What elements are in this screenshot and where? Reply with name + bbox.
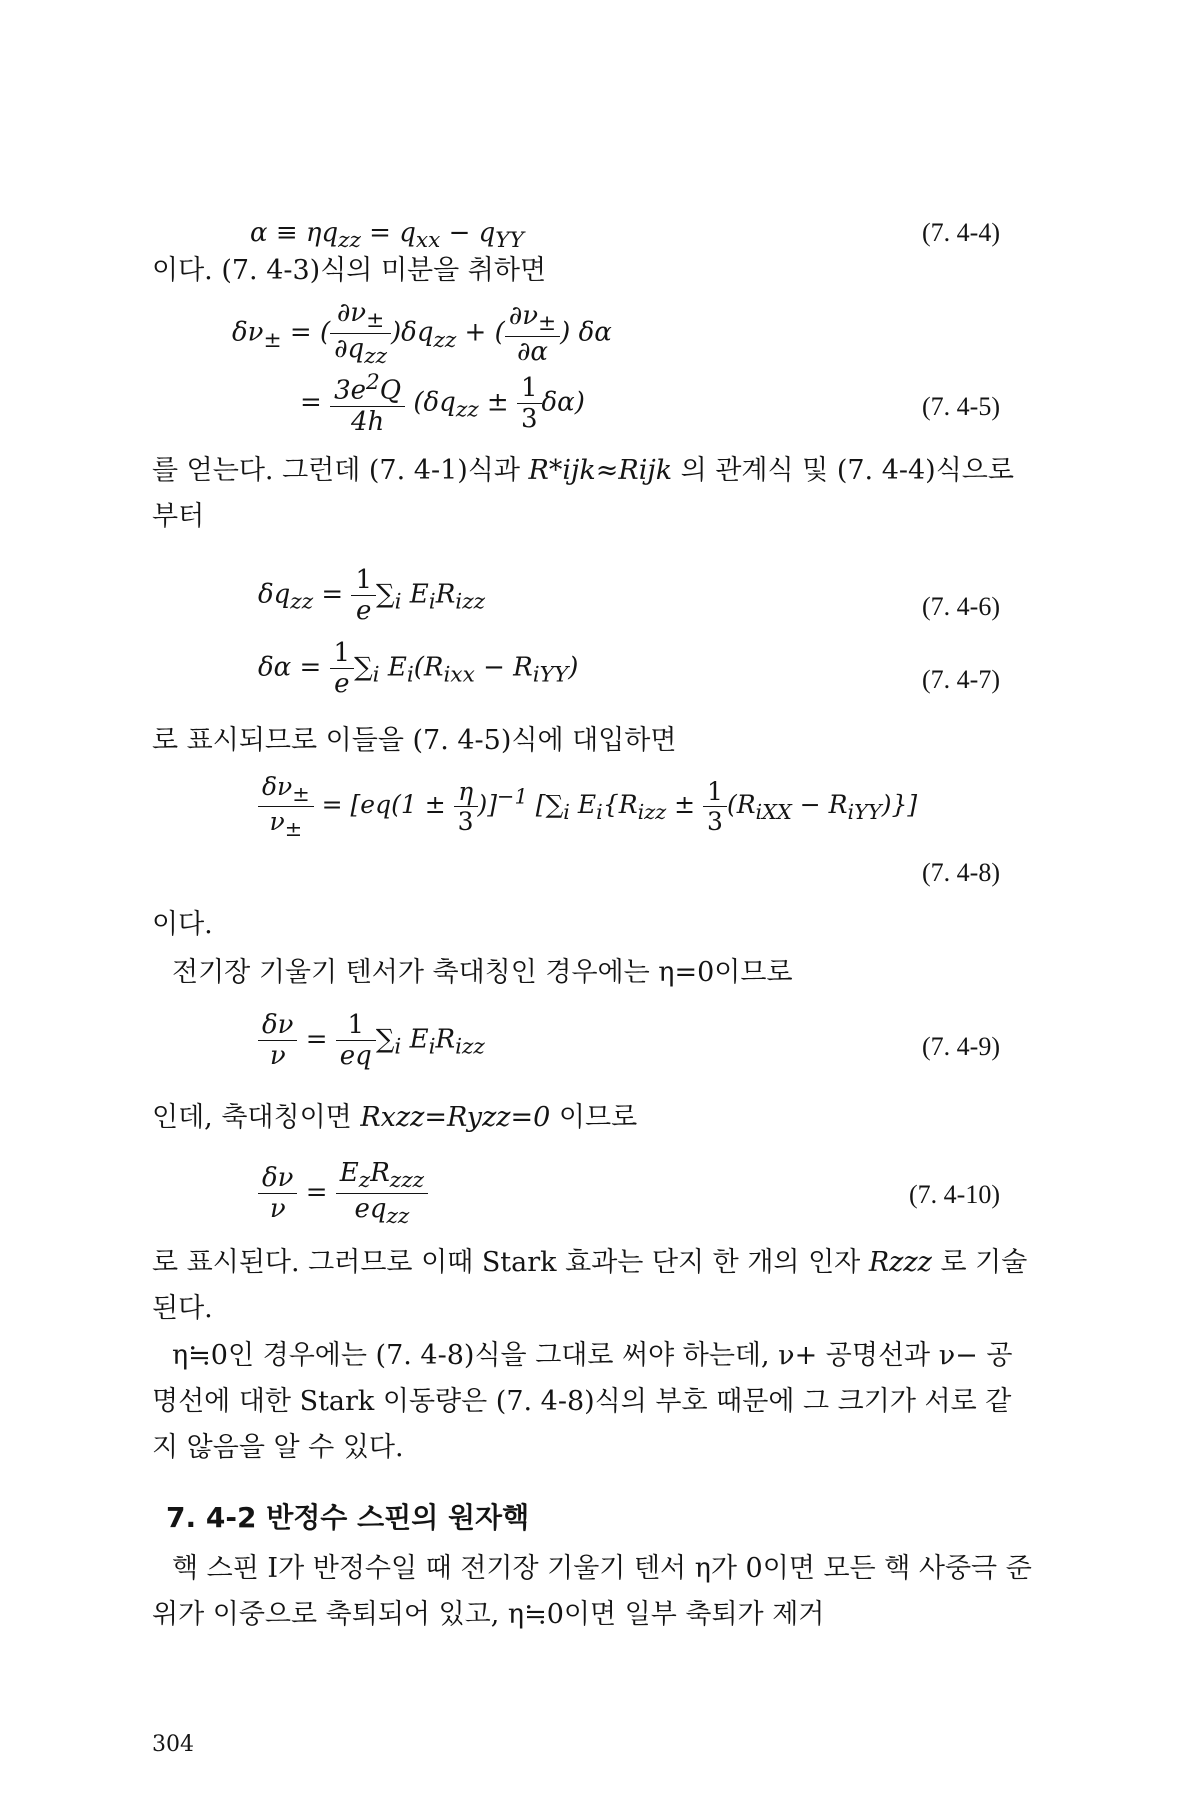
paragraph (152, 448, 1032, 540)
text-run: 로 기술된다. (152, 1247, 1028, 1324)
equation-7-4-9: $\frac{\delta\nu}{\nu}$ = $\frac{1}{eq}$ $\sum_i$ $E_iR_{izz}$ (258, 1010, 1018, 1071)
paragraph (152, 1240, 1032, 1332)
equation-number: (7. 4-4) (922, 218, 1000, 247)
equation-number: (7. 4-9) (922, 1032, 1000, 1061)
equation-7-4-6: $\delta q_{zz}$ = $\frac{1}{e}$ $\sum_i$ $E_iR_{izz}$ (258, 565, 486, 626)
relation-math: R*ijk≈Rijk (528, 455, 673, 486)
paragraph: 이다. (7. 4-3)식의 미분을 취하면 (152, 255, 547, 286)
paragraph: 핵 스핀 I가 반정수일 때 전기장 기울기 텐서 η가 0이면 모든 핵 사중극 준위가 이중으로 축퇴되어 있고, η≒0이면 일부 축퇴가 제거 (152, 1553, 1032, 1630)
equation-number: (7. 4-7) (922, 665, 1000, 694)
equation-7-4-10: $\frac{\delta\nu}{\nu}$ = $\frac{E_zR_{zzz}}{eq_{zz}}$ (258, 1158, 1018, 1229)
equation-7-4-5-line1: $\delta\nu_\pm$ = ( $\frac{\partial\nu_\pm}{\partial q_{zz}}$ )$\delta q_{zz}$ + ( $\frac{\partial\nu_\pm}{\partial\alpha}$ ) δα (232, 298, 612, 370)
inline-math: Rzzz (868, 1247, 932, 1278)
text-run: 이므로 (550, 1102, 638, 1133)
equation-number: (7. 4-10) (909, 1180, 1000, 1209)
relation-math: Rxzz=Ryzz=0 (360, 1102, 551, 1133)
paragraph (152, 1095, 1032, 1141)
paragraph: 전기장 기울기 텐서가 축대칭인 경우에는 η=0이므로 (172, 957, 793, 988)
equation-number: (7. 4-6) (922, 592, 1000, 621)
section-heading: 7. 4-2 반정수 스핀의 원자핵 (166, 1501, 530, 1534)
equation-7-4-4: $\alpha \equiv \eta q_{zz} = q_{xx} - q_{YY}$ (250, 218, 524, 254)
equation-7-4-8: $\frac{\delta\nu_\pm}{\nu_\pm}$ = [eq(1 ± $\frac{\eta}{3}$ )]$^{-1}$ [$\sum_i$ $E_i\{R_{izz}$ ± $\frac{1}{3}$ $(R_{iXX} - R_{iYY})$}] (258, 772, 1018, 841)
equation-number: (7. 4-8) (922, 858, 1000, 887)
equation-7-4-7: δα = $\frac{1}{e}$ $\sum_i$ $E_i(R_{ixx} - R_{iYY})$ (258, 638, 579, 699)
page-number: 304 (152, 1732, 194, 1757)
text-run: 를 얻는다. 그런데 (7. 4-1)식과 (152, 455, 529, 486)
text-run: 인데, 축대칭이면 (152, 1102, 361, 1133)
paragraph: η≒0인 경우에는 (7. 4-8)식을 그대로 써야 하는데, ν+ 공명선과 ν− 공명선에 대한 Stark 이동량은 (7. 4-8)식의 부호 때문에 그 크기가 서로 같지 않음을 알 수 있다. (152, 1340, 1013, 1463)
paragraph: 로 표시되므로 이들을 (7. 4-5)식에 대입하면 (152, 725, 677, 756)
text-run: 로 표시된다. 그러므로 이때 Stark 효과는 단지 한 개의 인자 (152, 1247, 869, 1278)
text-run: 의 관계식 및 (7. 4-4)식으로부터 (152, 455, 1014, 532)
equation-7-4-5-line2: = $\frac{3e^2Q}{4h}$ ($\delta q_{zz}$ ± $\frac{1}{3}$ δα) (300, 370, 585, 437)
paragraph: 이다. (152, 909, 213, 940)
equation-number: (7. 4-5) (922, 392, 1000, 421)
